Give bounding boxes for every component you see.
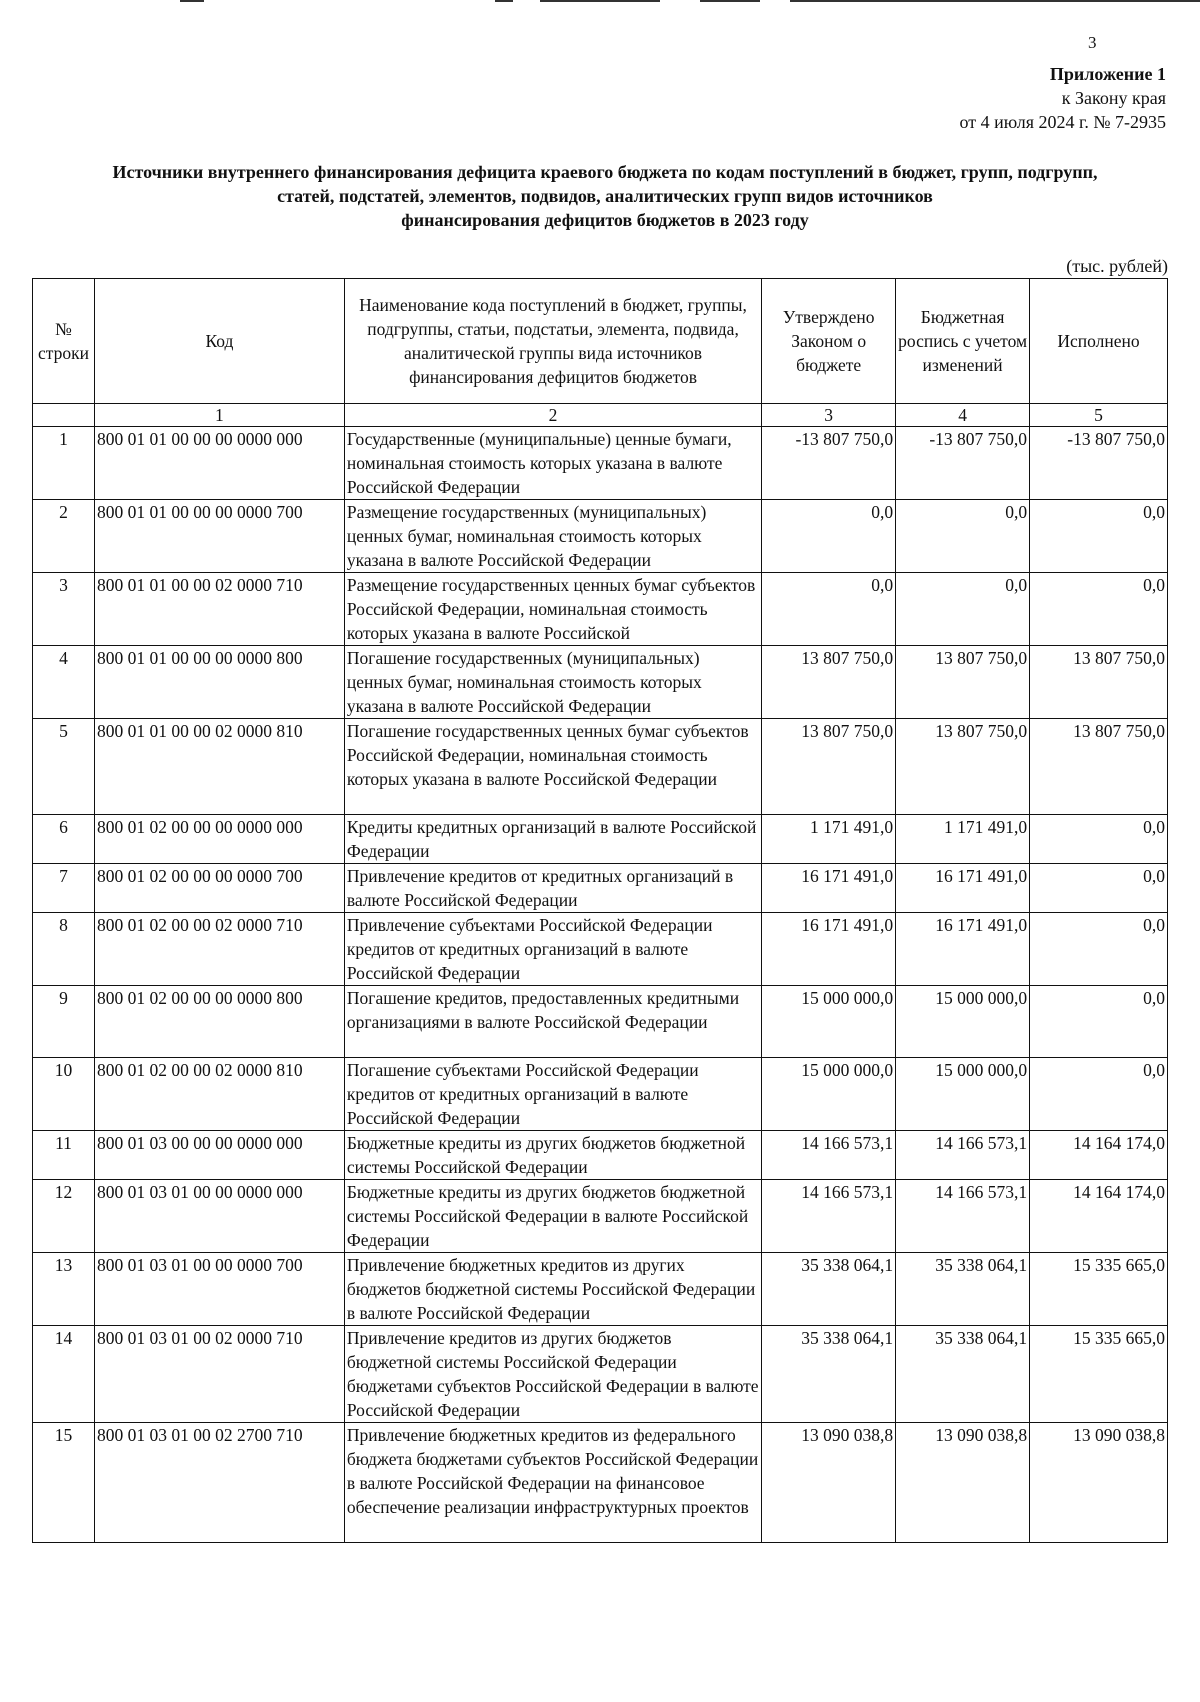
page-number: 3 [1088,33,1097,52]
table-row [33,427,1168,500]
table-row [33,719,1168,815]
row-executed-amount: 0,0 [1030,864,1168,913]
scan-artifact [495,0,513,2]
row-budget-plan-amount: 14 166 573,1 [896,1180,1030,1253]
row-approved-amount: 13 807 750,0 [762,646,896,719]
row-executed-amount: 0,0 [1030,815,1168,864]
row-number: 1 [33,427,95,500]
row-number: 2 [33,500,95,573]
document-title-line-3: финансирования дефицитов бюджетов в 2023 году [401,210,809,230]
row-approved-amount: 13 090 038,8 [762,1423,896,1543]
row-number: 12 [33,1180,95,1253]
row-approved-amount: 15 000 000,0 [762,1058,896,1131]
row-name: Погашение субъектами Российской Федерации кредитов от кредитных организаций в валюте Российской Федерации [344,1058,761,1131]
row-name: Бюджетные кредиты из других бюджетов бюджетной системы Российской Федерации [344,1131,761,1180]
row-budget-plan-amount: 35 338 064,1 [896,1326,1030,1423]
row-approved-amount: 35 338 064,1 [762,1253,896,1326]
row-number: 9 [33,986,95,1058]
column-number: 3 [762,404,896,427]
row-approved-amount: 16 171 491,0 [762,864,896,913]
row-code: 800 01 01 00 00 02 0000 710 [94,573,344,646]
row-budget-plan-amount: 15 000 000,0 [896,1058,1030,1131]
table-row [33,815,1168,864]
row-approved-amount: 15 000 000,0 [762,986,896,1058]
row-code: 800 01 02 00 00 02 0000 810 [94,1058,344,1131]
row-code: 800 01 01 00 00 00 0000 800 [94,646,344,719]
table-row [33,573,1168,646]
units-label: (тыс. рублей) [1066,256,1168,276]
row-executed-amount: -13 807 750,0 [1030,427,1168,500]
row-approved-amount: 0,0 [762,573,896,646]
row-budget-plan-amount: 16 171 491,0 [896,864,1030,913]
row-number: 8 [33,913,95,986]
document-title [40,160,1170,232]
row-approved-amount: 13 807 750,0 [762,719,896,815]
table-row [33,1423,1168,1543]
row-code: 800 01 03 01 00 00 0000 700 [94,1253,344,1326]
row-name: Государственные (муниципальные) ценные бумаги, номинальная стоимость которых указана в валюте Российской Федерации [344,427,761,500]
row-code: 800 01 01 00 00 00 0000 700 [94,500,344,573]
row-name: Кредиты кредитных организаций в валюте Российской Федерации [344,815,761,864]
row-name: Погашение кредитов, предоставленных кредитными организациями в валюте Российской Федерации [344,986,761,1058]
row-budget-plan-amount: 13 807 750,0 [896,646,1030,719]
row-code: 800 01 02 00 00 00 0000 800 [94,986,344,1058]
document-title-line-2: статей, подстатей, элементов, подвидов, аналитических групп видов источников [277,186,933,206]
table-row [33,500,1168,573]
header-row-number: № строки [33,279,95,404]
table-row [33,864,1168,913]
financing-sources-table [32,278,1168,1543]
row-code: 800 01 03 01 00 02 0000 710 [94,1326,344,1423]
table-row [33,1058,1168,1131]
column-number: 2 [344,404,761,427]
row-executed-amount: 14 164 174,0 [1030,1180,1168,1253]
row-approved-amount: 1 171 491,0 [762,815,896,864]
row-number: 15 [33,1423,95,1543]
row-approved-amount: 14 166 573,1 [762,1180,896,1253]
row-name: Бюджетные кредиты из других бюджетов бюджетной системы Российской Федерации в валюте Российской Федерации [344,1180,761,1253]
column-number-row [33,404,1168,427]
row-number: 11 [33,1131,95,1180]
row-executed-amount: 13 090 038,8 [1030,1423,1168,1543]
row-code: 800 01 03 01 00 02 2700 710 [94,1423,344,1543]
table-row [33,1131,1168,1180]
row-budget-plan-amount: 15 000 000,0 [896,986,1030,1058]
appendix-title: Приложение 1 [1049,64,1166,84]
row-code: 800 01 01 00 00 00 0000 000 [94,427,344,500]
row-name: Привлечение бюджетных кредитов из других бюджетов бюджетной системы Российской Федерации в валюте Российской Федерации [344,1253,761,1326]
row-budget-plan-amount: -13 807 750,0 [896,427,1030,500]
row-number: 10 [33,1058,95,1131]
header-name: Наименование кода поступлений в бюджет, группы, подгруппы, статьи, подстатьи, элемента, подвида, аналитической группы вида источников финансирования дефицитов бюджетов [344,279,761,404]
column-number-blank [33,404,95,427]
row-number: 6 [33,815,95,864]
row-budget-plan-amount: 13 090 038,8 [896,1423,1030,1543]
row-executed-amount: 0,0 [1030,913,1168,986]
row-name: Привлечение кредитов от кредитных организаций в валюте Российской Федерации [344,864,761,913]
row-number: 13 [33,1253,95,1326]
scan-artifact [540,0,660,2]
row-code: 800 01 03 01 00 00 0000 000 [94,1180,344,1253]
row-budget-plan-amount: 1 171 491,0 [896,815,1030,864]
row-code: 800 01 02 00 00 00 0000 700 [94,864,344,913]
row-executed-amount: 13 807 750,0 [1030,719,1168,815]
row-executed-amount: 14 164 174,0 [1030,1131,1168,1180]
column-number: 4 [896,404,1030,427]
header-executed: Исполнено [1030,279,1168,404]
row-budget-plan-amount: 0,0 [896,573,1030,646]
row-name: Погашение государственных ценных бумаг субъектов Российской Федерации, номинальная стоимость которых указана в валюте Российской Федерации [344,719,761,815]
row-executed-amount: 0,0 [1030,986,1168,1058]
row-approved-amount: 0,0 [762,500,896,573]
header-approved: Утверждено Законом о бюджете [762,279,896,404]
header-code: Код [94,279,344,404]
row-number: 7 [33,864,95,913]
row-budget-plan-amount: 13 807 750,0 [896,719,1030,815]
row-code: 800 01 02 00 00 00 0000 000 [94,815,344,864]
row-code: 800 01 03 00 00 00 0000 000 [94,1131,344,1180]
scan-artifact [790,0,1200,2]
table-row [33,1326,1168,1423]
appendix-law-ref: к Закону края [1061,88,1166,108]
row-approved-amount: 14 166 573,1 [762,1131,896,1180]
table-row [33,1253,1168,1326]
row-approved-amount: -13 807 750,0 [762,427,896,500]
scan-artifact [180,0,204,2]
row-approved-amount: 16 171 491,0 [762,913,896,986]
row-number: 4 [33,646,95,719]
table-row [33,913,1168,986]
row-code: 800 01 02 00 00 02 0000 710 [94,913,344,986]
table-row [33,986,1168,1058]
row-approved-amount: 35 338 064,1 [762,1326,896,1423]
row-budget-plan-amount: 16 171 491,0 [896,913,1030,986]
row-budget-plan-amount: 14 166 573,1 [896,1131,1030,1180]
table-header-row [33,279,1168,404]
table-row [33,646,1168,719]
row-executed-amount: 0,0 [1030,1058,1168,1131]
appendix-header [959,62,1166,134]
row-code: 800 01 01 00 00 02 0000 810 [94,719,344,815]
row-name: Привлечение бюджетных кредитов из федерального бюджета бюджетами субъектов Российской Федерации в валюте Российской Федерации на финансовое обеспечение реализации инфраструктурных проектов [344,1423,761,1543]
table-row [33,1180,1168,1253]
row-name: Погашение государственных (муниципальных) ценных бумаг, номинальная стоимость которых указана в валюте Российской Федерации [344,646,761,719]
row-executed-amount: 15 335 665,0 [1030,1326,1168,1423]
row-number: 5 [33,719,95,815]
row-budget-plan-amount: 35 338 064,1 [896,1253,1030,1326]
scan-artifact [700,0,760,2]
column-number: 5 [1030,404,1168,427]
row-name: Привлечение кредитов из других бюджетов бюджетной системы Российской Федерации бюджетами субъектов Российской Федерации в валюте Российской Федерации [344,1326,761,1423]
document-title-line-1: Источники внутреннего финансирования дефицита краевого бюджета по кодам поступлений в бюджет, групп, подгрупп, [112,162,1098,182]
row-number: 14 [33,1326,95,1423]
column-number: 1 [94,404,344,427]
row-executed-amount: 0,0 [1030,500,1168,573]
row-name: Размещение государственных ценных бумаг субъектов Российской Федерации, номинальная стоимость которых указана в валюте Российской [344,573,761,646]
row-budget-plan-amount: 0,0 [896,500,1030,573]
row-name: Привлечение субъектами Российской Федерации кредитов от кредитных организаций в валюте Российской Федерации [344,913,761,986]
row-executed-amount: 0,0 [1030,573,1168,646]
row-number: 3 [33,573,95,646]
appendix-law-date: от 4 июля 2024 г. № 7-2935 [959,112,1166,132]
header-budget-plan: Бюджетная роспись с учетом изменений [896,279,1030,404]
row-executed-amount: 15 335 665,0 [1030,1253,1168,1326]
row-name: Размещение государственных (муниципальных) ценных бумаг, номинальная стоимость которых указана в валюте Российской Федерации [344,500,761,573]
row-executed-amount: 13 807 750,0 [1030,646,1168,719]
